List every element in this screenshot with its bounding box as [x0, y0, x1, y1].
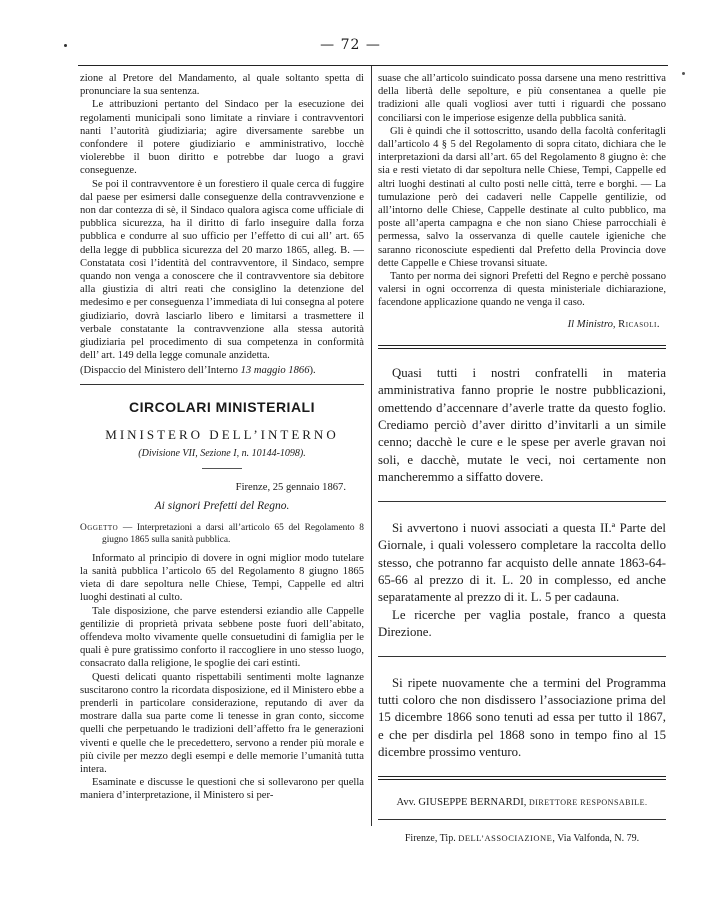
- director-role: DIRETTORE RESPONSABILE.: [528, 797, 648, 807]
- dispatch-date: 13 maggio 1866: [240, 365, 310, 377]
- paragraph: Le attribuzioni pertanto del Sindaco per la esecuzione dei regolamenti municipali sono limitate a rinviare i contravventori nanti l’autorità giudiziaria; agire diversamente sarebbe un confondere il potere giudiziario e amministrativo, locchè violerebbe il buon diritto e potrebbe dar luogo a gravi conseguenze.: [80, 99, 364, 177]
- separator-rule: [378, 501, 666, 502]
- header-rule: [78, 65, 668, 66]
- left-column: [80, 72, 364, 803]
- double-rule: [378, 776, 666, 780]
- section-rule: [80, 384, 364, 385]
- notice-attribution: Quasi tutti i nostri confratelli in materia amministrativa fanno proprie le nostre pubblicazioni, omettendo d’accennare d’averle tratte da questo foglio. Crediamo perciò d’aver diritto d’invitarli a un simile cenno; dacchè le cure e le spese per averle gravan noi soli, e dacchè, mutate le veci, noi certamente non mancheremmo a siffatto dovere.: [378, 365, 666, 485]
- paragraph: suase che all’articolo suindicato possa darsene una meno restrittiva della libertà delle sepolture, e più consentanea a quelle pie tradizioni alle quali vogliosi aver tutti i riguardi che possano conciliarsi con le imperiose esigenze della pubblica sanità.: [378, 73, 666, 124]
- notice-program: Si ripete nuovamente che a termini del Programma tutti coloro che non disdissero l’associazione prima del 15 dicembre 1866 sono tenuti ad essa per tutto il 1867, e che per disdirla pel 1868 sono in tempo fino al 15 dicembre prossimo venturo.: [378, 675, 666, 760]
- page-number: — 72 —: [320, 37, 381, 53]
- director-name: Avv. GIUSEPPE BERNARDI,: [396, 796, 529, 808]
- signature-role: Il Ministro,: [567, 318, 619, 330]
- separator-rule: [378, 819, 666, 820]
- printer-end: , Via Valfonda, N. 79.: [552, 832, 640, 844]
- dispatch-reference: [80, 364, 364, 377]
- paragraph: zione al Pretore del Mandamento, al quale soltanto spetta di pronunciare la sua sentenza.: [80, 73, 364, 98]
- subject-label: Oggetto: [80, 522, 119, 533]
- notice-postal: Le ricerche per vaglia postale, franco a questa Direzione.: [378, 607, 666, 640]
- addressee: Ai signori Prefetti del Regno.: [154, 500, 290, 513]
- circular-date: Firenze, 25 gennaio 1867.: [235, 482, 346, 494]
- director-line: [378, 796, 666, 809]
- ministry-heading: MINISTERO DELL’INTERNO: [105, 426, 339, 442]
- paragraph: Tale disposizione, che parve estendersi eziandio alle Cappelle gentilizie di proprietà privata sebbene poste fuori dell’abitato, offendeva molto vivamente quelle consuetudini di famiglia per le quali è pure gratissimo conforto il raccogliere in uno stesso luogo, consacrato dalla religione, le spoglie dei cari estinti.: [80, 605, 364, 670]
- separator: [202, 468, 242, 469]
- paragraph: Tanto per norma dei signori Prefetti del Regno e perchè possano valersi in ogni occorrenza di questa ministeriale dichiarazione, facendone applicazione quando ne venga il caso.: [378, 271, 666, 309]
- paragraph: Se poi il contravventore è un forestiero il quale cerca di fuggire dal paese per esimersi dalle conseguenze della contravvenzione e non dar contezza di sè, il Sindaco qualora agisca come ufficiale di pubblica sicurezza, ha il diritto di farlo inseguire dalla forza pubblica e condurre al suo ufficio per l’effetto di cui all’ art. 65 della legge di pubblica sicurezza del 20 marzo 1865, alleg. B. — Constatata così l’identità del contravventore, il Sindaco, sempre quando non venga a conoscere che il contravventore sia debitore alla giustizia di altri reati che consiglino la detenzione del medesimo e per conseguenza l’immediata di lui consegna al potere giudiziario, dovrà lasciarlo libero e limitarsi a trasmettere il verbale constatante la contravvenzione alla stessa autorità giudiziaria pel procedimento di sua competenza in conformità dell’ art. 149 della legge comunale anzidetta.: [80, 178, 364, 362]
- subject-text: — Interpretazioni a darsi all’articolo 65 del Regolamento 8 giugno 1865 sulla sanità pubblica.: [102, 522, 364, 545]
- paragraph: Esaminate e discusse le questioni che si sollevarono per quella maniera d’interpretazione, il Ministero si per-: [80, 777, 364, 802]
- notice-subscribers: Si avvertono i nuovi associati a questa II.ª Parte del Giornale, i quali volessero completare la raccolta dello stesso, che potranno far acquisto delle annate 1863-64-65-66 al prezzo di it. L. 20 in complesso, ed anche separatamente al prezzo di it. L. 5 per cadauna.: [378, 520, 666, 605]
- dispatch-close: ).: [309, 365, 316, 377]
- dispatch-open: (Dispaccio del Ministero dell’Interno: [80, 365, 241, 377]
- margin-mark: [682, 72, 685, 75]
- signature: [378, 318, 660, 331]
- signature-name: Ricasoli.: [618, 318, 660, 330]
- printer-association: DELL’ASSOCIAZIONE: [458, 832, 553, 843]
- paragraph: Questi delicati quanto rispettabili sentimenti molte lagnanze suscitarono contro la ricordata disposizione, ed il Ministero ebbe a prenderli in particolare considerazione, reputando di aver da mostrare dalla sua parte come li tenesse in gran conto, siccome quelli che perpetuando le tradizioni dell’affetto fra le generazioni viventi e quelle che le precedettero, servono a render più morale e più civile per mezzo degli esempi e delle memorie l’umanità tutta intera.: [80, 671, 364, 775]
- subject: [80, 522, 364, 546]
- printer-start: Firenze, Tip.: [404, 832, 459, 844]
- double-rule: [378, 345, 666, 349]
- right-column: [378, 72, 666, 845]
- separator-rule: [378, 656, 666, 657]
- paragraph: Informato al principio di dovere in ogni miglior modo tutelare la sanità pubblica l’articolo 65 del Regolamento 8 giugno 1865 vieta di dare sepoltura nelle Chiese, Tempi, Cappelle ed altri luoghi destinati al culto.: [80, 552, 364, 604]
- section-title: CIRCOLARI MINISTERIALI: [129, 398, 315, 415]
- printer-imprint: [378, 832, 666, 845]
- division-reference: (Divisione VII, Sezione I, n. 10144-1098).: [138, 448, 306, 460]
- paragraph: Gli è quindi che il sottoscritto, usando della facoltà conferitagli dall’articolo 4 § 5 del Regolamento di sopra citato, dichiara che le interpretazioni da darsi all’art. 65 del Regolamento 8 giugno è: che sia e resti vietato di dar sepoltura nelle Chiese, Tempi, Cappelle ed altri luoghi destinati al culto posti nelle città, terre e borghi. — La tumulazione però dei cadaveri nelle Cappelle gentilizie, od all’intorno delle Chiese, Cappelle destinate al culto pubblico, ma poste all’aperta campagna e che non siano Chiese parrocchiali è permessa, salvo la osservanza di quelle cautele igieniche che saranno riconosciute espedienti dal Prefetto della Provincia dove dette Cappelle e Chiese trovansi situate.: [378, 125, 666, 269]
- column-divider: [371, 66, 372, 826]
